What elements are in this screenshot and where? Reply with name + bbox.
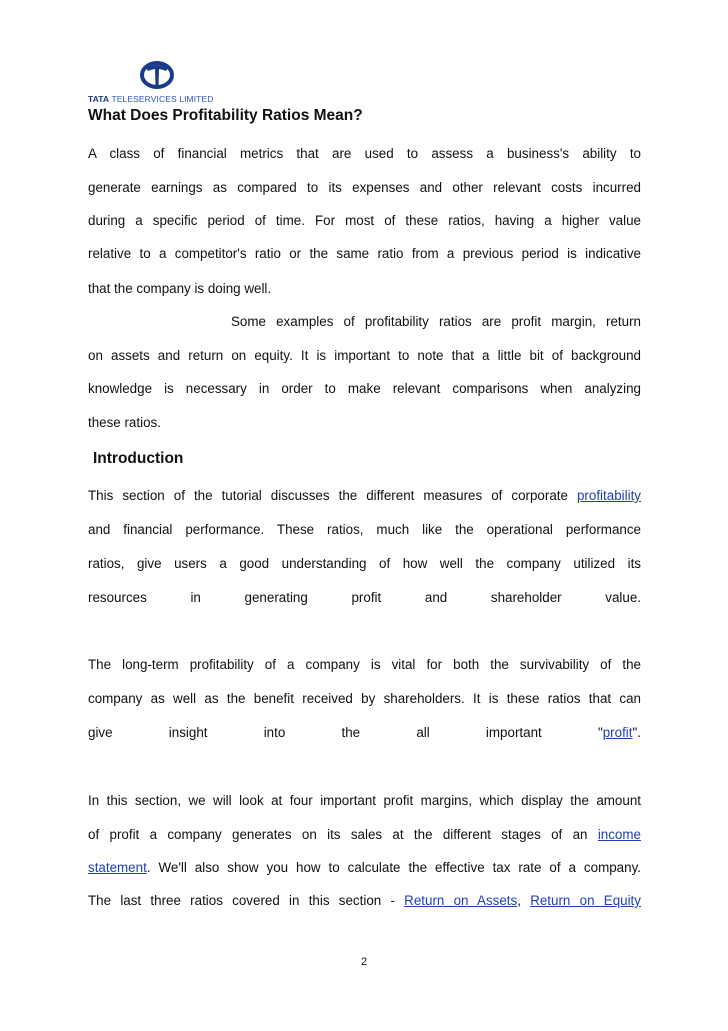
- paragraph-line: generate earnings as compared to its expenses and other relevant costs incurred: [88, 180, 641, 195]
- section-heading: Introduction: [93, 450, 184, 467]
- paragraph-line: and financial performance. These ratios, much like the operational performance: [88, 522, 641, 537]
- paragraph-line: [88, 488, 641, 504]
- paragraph-line: resources in generating profit and shareholder value.: [88, 590, 641, 605]
- page-number: 2: [360, 956, 368, 968]
- profit-link[interactable]: profit: [602, 725, 633, 740]
- paragraph-text: of profit a company generates on its sales at the different stages of an: [88, 827, 588, 842]
- return-on-assets-link[interactable]: Return on Assets: [404, 893, 518, 908]
- quote-close: ".: [632, 725, 641, 740]
- section-heading: What Does Profitability Ratios Mean?: [88, 107, 363, 124]
- paragraph-text: give insight into the all important: [88, 725, 542, 740]
- paragraph-text: This section of the tutorial discusses the different measures of corporate: [88, 488, 568, 503]
- paragraph-line: [88, 827, 641, 843]
- paragraph-line: on assets and return on equity. It is important to note that a little bit of background: [88, 348, 641, 363]
- statement-link[interactable]: statement: [88, 860, 147, 875]
- logo-brand: TATA: [88, 94, 110, 104]
- paragraph-line: Some examples of profitability ratios are profit margin, return: [231, 314, 641, 329]
- paragraph-line: that the company is doing well.: [88, 281, 272, 296]
- profit-quote: [598, 725, 641, 740]
- company-logo: [88, 58, 228, 108]
- separator: ,: [517, 893, 521, 908]
- profitability-link[interactable]: profitability: [576, 488, 641, 503]
- paragraph-text: . We'll also show you how to calculate the effective tax rate of a company.: [146, 860, 641, 875]
- quote-open: ": [597, 725, 603, 740]
- paragraph-line: A class of financial metrics that are used to assess a business's ability to: [88, 146, 641, 161]
- paragraph-line: relative to a competitor's ratio or the same ratio from a previous period is indicative: [88, 246, 641, 261]
- income-link[interactable]: income: [597, 827, 641, 842]
- paragraph-line: In this section, we will look at four important profit margins, which display the amount: [88, 793, 641, 808]
- paragraph-line: these ratios.: [88, 415, 161, 430]
- paragraph-line: during a specific period of time. For most of these ratios, having a higher value: [88, 213, 641, 228]
- paragraph-line: The long-term profitability of a company is vital for both the survivability of the: [88, 657, 641, 672]
- paragraph-line: [88, 860, 641, 876]
- logo-wordmark: [88, 94, 213, 104]
- paragraph-text: The last three ratios covered in this section -: [88, 893, 395, 908]
- return-on-equity-link[interactable]: Return on Equity: [530, 893, 641, 908]
- logo-subtitle: TELESERVICES LIMITED: [111, 94, 214, 104]
- paragraph-line: ratios, give users a good understanding of how well the company utilized its: [88, 556, 641, 571]
- paragraph-line: company as well as the benefit received by shareholders. It is these ratios that can: [88, 691, 641, 706]
- tata-logo-icon: [140, 58, 174, 92]
- paragraph-line: knowledge is necessary in order to make relevant comparisons when analyzing: [88, 381, 641, 396]
- paragraph-line: [88, 893, 641, 909]
- paragraph-line: [88, 725, 641, 741]
